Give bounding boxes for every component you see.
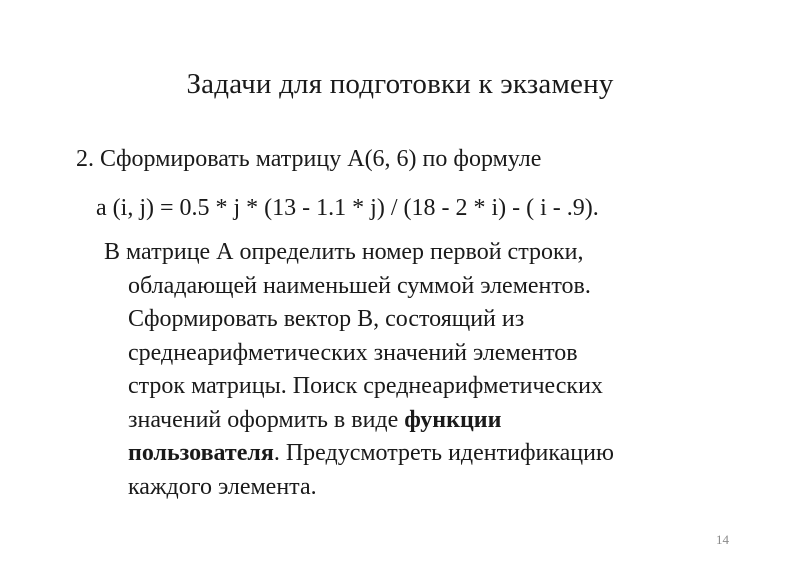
task-description-line-6 [104, 404, 764, 438]
task-description-line-5: строк матрицы. Поиск среднеарифметических [128, 373, 603, 399]
task-heading: 2. Сформировать матрицу A(6, 6) по формуле [76, 146, 542, 172]
task-description-line-4: среднеарифметических значений элементов [128, 339, 578, 366]
task-description-line-3: Сформировать вектор B, состоящий из [128, 306, 525, 332]
task-description-line-7-text: . Предусмотреть идентификацию [273, 440, 614, 466]
task-description-line-1: В матрице А определить номер первой строки, [104, 239, 584, 265]
task-description-line-2: обладающей наименьшей суммой элементов. [128, 272, 591, 299]
matrix-formula: a (i, j) = 0.5 * j * (13 - 1.1 * j) / (18 - 2 * i) - ( i - .9). [96, 195, 599, 221]
task-description-line-7 [104, 437, 764, 471]
bold-term-user: пользователя [128, 440, 274, 466]
task-description-line-6-text: значений оформить в виде [128, 406, 405, 433]
task-description [104, 236, 764, 504]
task-description-line-8: каждого элемента. [128, 473, 317, 500]
bold-term-function: функции [404, 406, 502, 433]
page-number: 14 [716, 532, 729, 547]
slide-title: Задачи для подготовки к экзамену [186, 68, 614, 100]
